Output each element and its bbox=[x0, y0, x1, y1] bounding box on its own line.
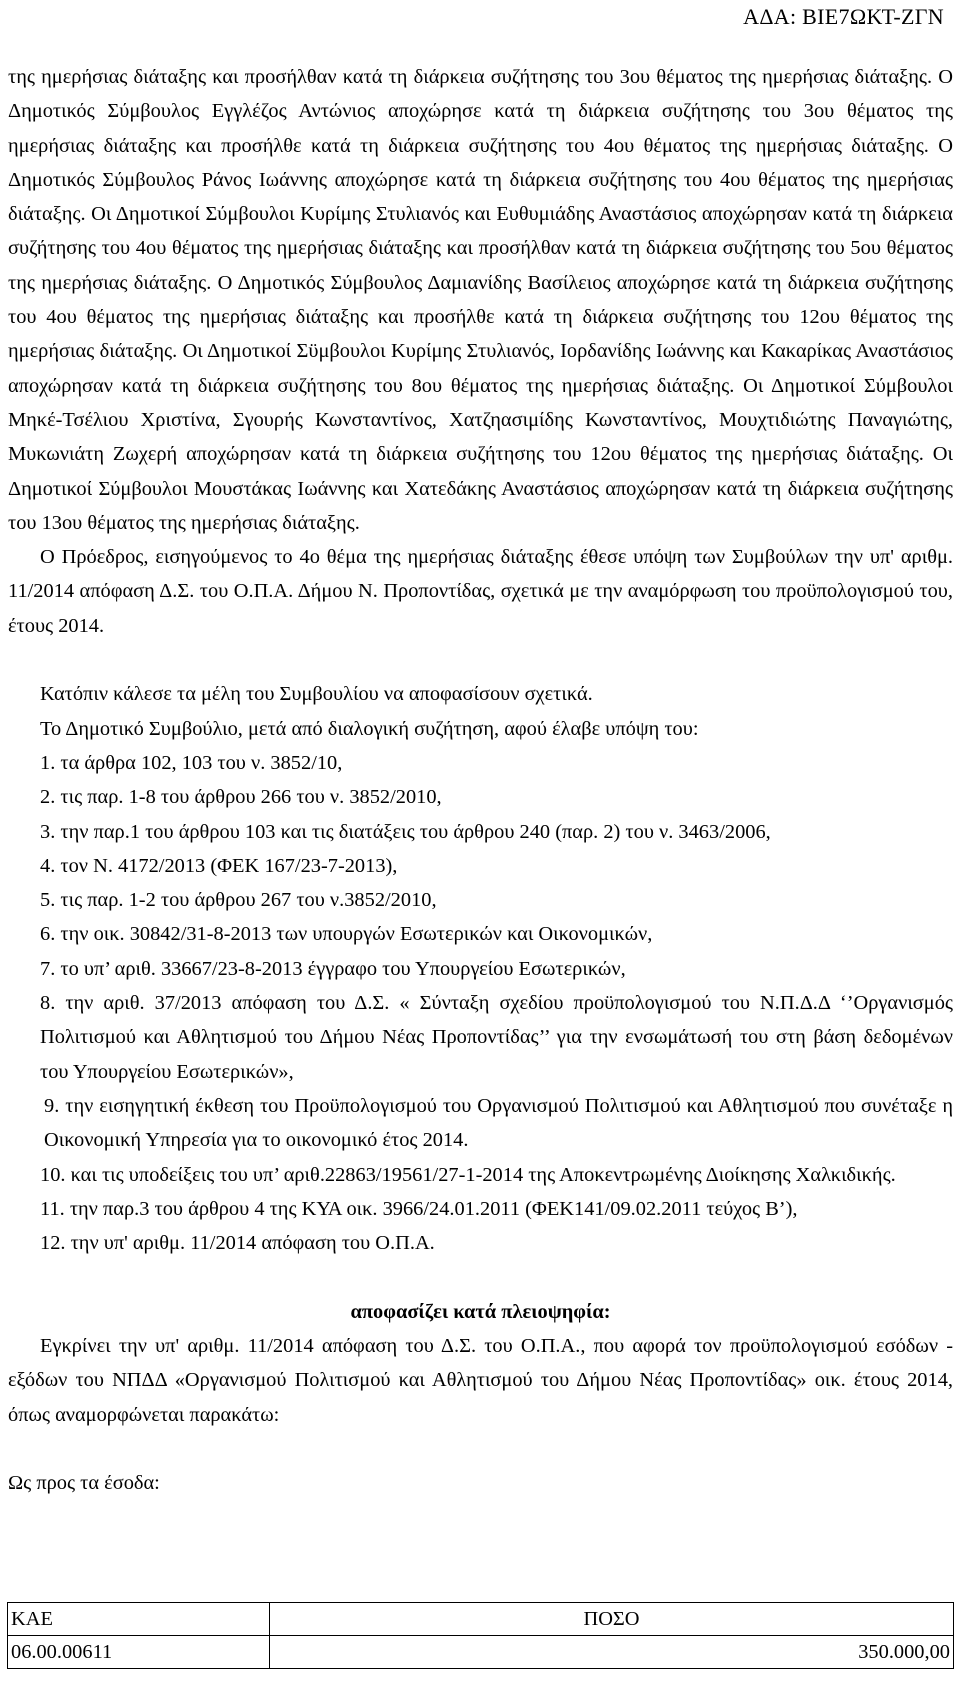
amount-cell: 350.000,00 bbox=[270, 1636, 954, 1669]
decision-text: Εγκρίνει την υπ' αριθμ. 11/2014 απόφαση του Δ.Σ. του Ο.Π.Α., που αφορά τον προϋπολογισμού εσόδων - εξόδων του ΝΠΔΔ «Οργανισμού Πολιτισμού και Αθλητισμού του Δήμου Νέας Προποντίδας» οικ. έτους 2014, όπως αναμορφώνεται παρακάτω: bbox=[8, 1334, 953, 1426]
table-header-row bbox=[8, 1603, 954, 1636]
president-paragraph: Ο Πρόεδρος, εισηγούμενος το 4ο θέμα της ημερήσιας διάταξης έθεσε υπόψη των Συμβούλων την υπ' αριθμ. 11/2014 απόφαση Δ.Σ. του Ο.Π.Α. Δήμου Ν. Προποντίδας, σχετικά με την αναμόρφωση του προϋπολογισμού του, έτους 2014. bbox=[8, 546, 953, 637]
consideration-item: 12. την υπ' αριθμ. 11/2014 απόφαση του Ο.Π.Α. bbox=[40, 1232, 435, 1255]
consideration-item: 9. την εισηγητική έκθεση του Προϋπολογισμού του Οργανισμού Πολιτισμού και Αθλητισμού που συνέταξε η Οικονομική Υπηρεσία για το οικονομικό έτος 2014. bbox=[44, 1094, 953, 1152]
consideration-item: 7. το υπ’ αριθ. 33667/23-8-2013 έγγραφο του Υπουργείου Εσωτερικών, bbox=[40, 957, 626, 980]
consideration-item: 3. την παρ.1 του άρθρου 103 και τις διατάξεις του άρθρου 240 (παρ. 2) του ν. 3463/2006, bbox=[40, 820, 771, 843]
attendance-paragraph: της ημερήσιας διάταξης και προσήλθαν κατά τη διάρκεια συζήτησης του 3ου θέματος της ημερήσιας διάταξης. Ο Δημοτικός Σύμβουλος Εγγλέζος Αντώνιος αποχώρησε κατά τη διάρκεια συζήτησης του 3ου θέματος της ημερήσιας διάταξης και προσήλθε κατά τη διάρκεια συζήτησης του 4ου θέματος της ημερήσιας διάταξης. Ο Δημοτικός Σύμβουλος Ράνος Ιωάννης αποχώρησε κατά τη διάρκεια συζήτησης του 4ου θέματος της ημερήσιας διάταξης. Οι Δημοτικοί Σύμβουλοι Κυρίμης Στυλιανός και Ευθυμιάδης Αναστάσιος αποχώρησαν κατά τη διάρκεια συζήτησης του 4ου θέματος της ημερήσιας διάταξης και προσήλθαν κατά τη διάρκεια συζήτησης του 5ου θέματος της ημερήσιας διάταξης. Ο Δημοτικός Σύμβουλος Δαμιανίδης Βασίλειος αποχώρησε κατά τη διάρκεια συζήτησης του 4ου θέματος της ημερήσιας διάταξης και προσήλθε κατά τη διάρκεια συζήτησης του 12ου θέματος της ημερήσιας διάταξης. Οι Δημοτικοί Σϋμβουλοι Κυρίμης Στυλιανός, Ιορδανίδης Ιωάννης και Κακαρίκας Αναστάσιος αποχώρησαν κατά τη διάρκεια συζήτησης του 8ου θέματος της ημερήσιας διάταξης. Οι Δημοτικοί Σύμβουλοι Μηκέ-Τσέλιου Χριστίνα, Σγουρής Κωνσταντίνος, Χατζηασιμίδης Κωνσταντίνος, Μουχτιδιώτης Παναγιώτης, Μυκωνιάτη Ζωχερή αποχώρησαν κατά τη διάρκεια συζήτησης του 12ου θέματος της ημερήσιας διάταξης. Οι Δημοτικοί Σύμβουλοι Μουστάκας Ιωάννης και Χατεδάκης Αναστάσιος αποχώρησαν κατά τη διάρκεια συζήτησης του 13ου θέματος της ημερήσιας διάταξης. bbox=[8, 66, 953, 534]
decision-heading: αποφασίζει κατά πλειοψηφία: bbox=[350, 1300, 611, 1323]
consideration-item: 4. τον Ν. 4172/2013 (ΦΕΚ 167/23-7-2013), bbox=[40, 854, 398, 877]
column-header-poso: ΠΟΣΟ bbox=[270, 1603, 954, 1636]
revenue-table bbox=[7, 1602, 954, 1669]
revenue-label: Ως προς τα έσοδα: bbox=[8, 1472, 160, 1495]
consideration-item: 11. την παρ.3 του άρθρου 4 της ΚΥΑ οικ. 3966/24.01.2011 (ΦΕΚ141/09.02.2011 τεύχος Β’), bbox=[40, 1197, 798, 1220]
kae-code-cell: 06.00.00611 bbox=[8, 1636, 270, 1669]
consideration-item: 6. την οικ. 30842/31-8-2013 των υπουργών Εσωτερικών και Οικονομικών, bbox=[40, 923, 653, 946]
council-considerations-intro: Το Δημοτικό Συμβούλιο, μετά από διαλογική συζήτηση, αφού έλαβε υπόψη του: bbox=[40, 717, 699, 740]
consideration-item: 2. τις παρ. 1-8 του άρθρου 266 του ν. 3852/2010, bbox=[40, 786, 442, 809]
consideration-item: 8. την αριθ. 37/2013 απόφαση του Δ.Σ. « Σύνταξη σχεδίου προϋπολογισμού του Ν.Π.Δ.Δ ‘’Οργανισμός Πολιτισμού και Αθλητισμού του Δήμου Νέας Προποντίδας’’ για την ενσωμάτωσή του στη βάση δεδομένων του Υπουργείου Εσωτερικών», bbox=[40, 992, 953, 1083]
table-row bbox=[8, 1636, 954, 1669]
ada-code: ΑΔΑ: ΒΙΕ7ΩΚΤ-ΖΓΝ bbox=[743, 4, 944, 29]
document-body bbox=[8, 60, 953, 1500]
consideration-item: 5. τις παρ. 1-2 του άρθρου 267 του ν.3852/2010, bbox=[40, 889, 437, 912]
column-header-kae: ΚΑΕ bbox=[8, 1603, 270, 1636]
call-to-vote-paragraph: Κατόπιν κάλεσε τα μέλη του Συμβουλίου να αποφασίσουν σχετικά. bbox=[40, 683, 593, 706]
consideration-item: 1. τα άρθρα 102, 103 του ν. 3852/10, bbox=[40, 751, 343, 774]
consideration-item: 10. και τις υποδείξεις του υπ’ αριθ.22863/19561/27-1-2014 της Αποκεντρωμένης Διοίκησης Χαλκιδικής. bbox=[40, 1163, 896, 1186]
